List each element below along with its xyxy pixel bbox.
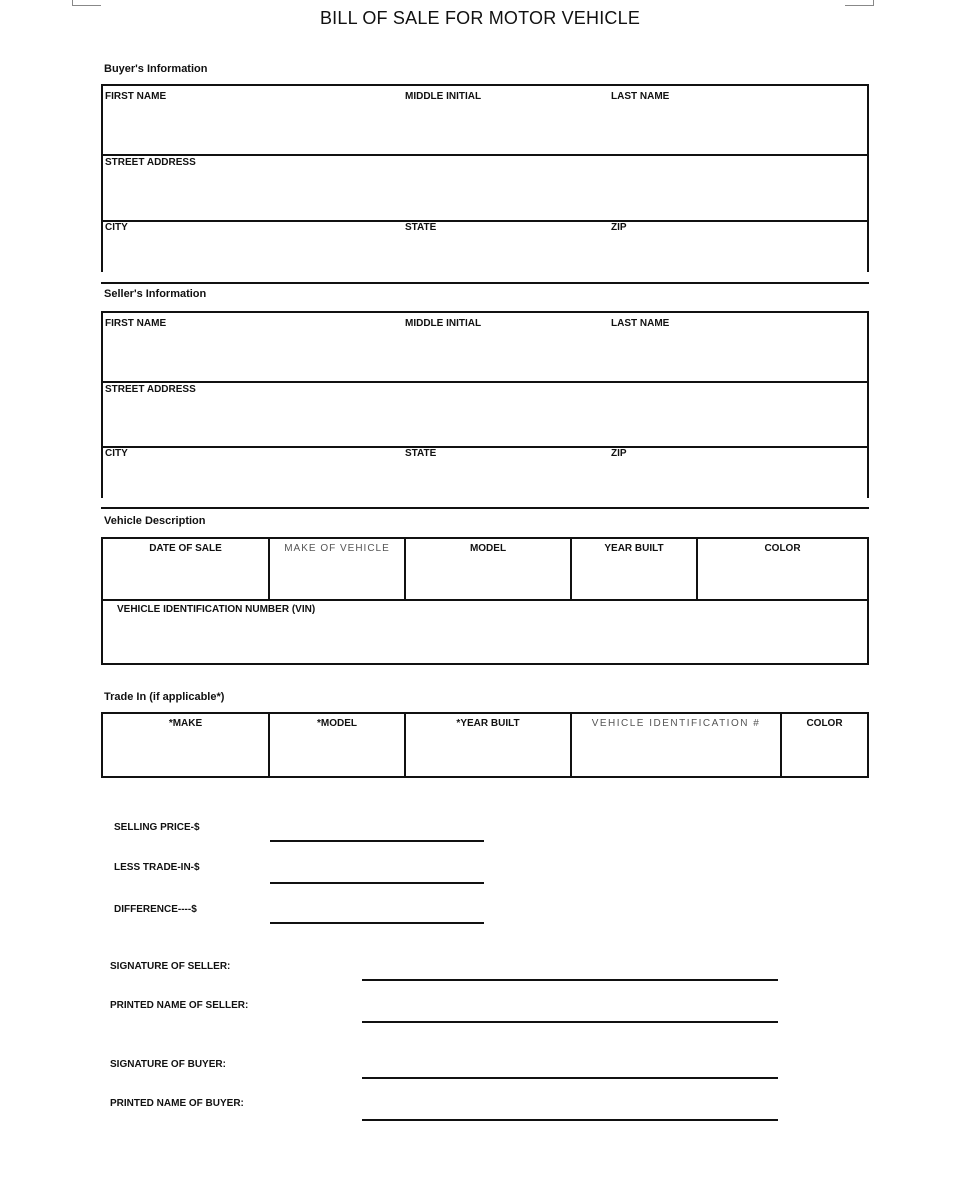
selling-price-label: SELLING PRICE-$ bbox=[114, 822, 200, 833]
seller-first-name-label: FIRST NAME bbox=[105, 318, 167, 329]
seller-section-divider bbox=[101, 507, 869, 509]
buyer-first-name-label: FIRST NAME bbox=[105, 91, 167, 102]
make-of-vehicle-label: MAKE OF VEHICLE bbox=[284, 543, 390, 554]
buyer-middle-initial-label: MIDDLE INITIAL bbox=[405, 91, 482, 102]
buyer-street-row[interactable] bbox=[101, 154, 869, 222]
buyer-last-name-label: LAST NAME bbox=[611, 91, 670, 102]
seller-last-name-label: LAST NAME bbox=[611, 318, 670, 329]
vehicle-model-cell[interactable] bbox=[406, 539, 572, 599]
seller-city-label: CITY bbox=[105, 448, 128, 459]
selling-price-line[interactable] bbox=[270, 840, 484, 842]
document-title: BILL OF SALE FOR MOTOR VEHICLE bbox=[319, 8, 641, 28]
model-label: MODEL bbox=[469, 543, 507, 554]
trade-in-vin-cell[interactable] bbox=[572, 714, 782, 776]
date-of-sale-label: DATE OF SALE bbox=[149, 543, 222, 554]
trade-in-year-built-cell[interactable] bbox=[406, 714, 572, 776]
trade-in-grid bbox=[101, 712, 869, 778]
buyer-printed-name-line[interactable] bbox=[362, 1119, 778, 1121]
buyer-signature-label: SIGNATURE OF BUYER: bbox=[110, 1059, 226, 1070]
trade-in-vin-label: VEHICLE IDENTIFICATION # bbox=[591, 718, 761, 729]
seller-signature-label: SIGNATURE OF SELLER: bbox=[110, 961, 231, 972]
buyer-city-label: CITY bbox=[105, 222, 128, 233]
buyer-zip-label: ZIP bbox=[611, 222, 627, 233]
difference-line[interactable] bbox=[270, 922, 484, 924]
buyer-section-label: Buyer's Information bbox=[104, 63, 208, 75]
trade-in-section-label: Trade In (if applicable*) bbox=[104, 691, 225, 703]
trade-in-color-cell[interactable] bbox=[782, 714, 867, 776]
vehicle-section-label: Vehicle Description bbox=[104, 515, 206, 527]
vehicle-vin-row[interactable] bbox=[101, 599, 869, 665]
trade-in-year-built-label: *YEAR BUILT bbox=[456, 718, 520, 729]
vehicle-make-cell[interactable] bbox=[270, 539, 406, 599]
color-label: COLOR bbox=[764, 543, 801, 554]
vehicle-color-cell[interactable] bbox=[698, 539, 867, 599]
trade-in-color-label: COLOR bbox=[806, 718, 843, 729]
trade-in-model-label: *MODEL bbox=[317, 718, 357, 729]
seller-section-label: Seller's Information bbox=[104, 288, 207, 300]
buyer-name-row[interactable] bbox=[101, 84, 869, 156]
buyer-section-divider bbox=[101, 282, 869, 284]
less-trade-in-label: LESS TRADE-IN-$ bbox=[114, 862, 200, 873]
vehicle-date-of-sale-cell[interactable] bbox=[103, 539, 270, 599]
trade-in-model-cell[interactable] bbox=[270, 714, 406, 776]
seller-state-label: STATE bbox=[405, 448, 437, 459]
buyer-printed-name-label: PRINTED NAME OF BUYER: bbox=[110, 1098, 244, 1109]
seller-street-label: STREET ADDRESS bbox=[105, 384, 196, 395]
vin-label: VEHICLE IDENTIFICATION NUMBER (VIN) bbox=[117, 604, 316, 615]
seller-city-row[interactable] bbox=[101, 446, 869, 498]
less-trade-in-line[interactable] bbox=[270, 882, 484, 884]
seller-printed-name-label: PRINTED NAME OF SELLER: bbox=[110, 1000, 249, 1011]
year-built-label: YEAR BUILT bbox=[604, 543, 664, 554]
buyer-city-row[interactable] bbox=[101, 220, 869, 272]
seller-street-row[interactable] bbox=[101, 381, 869, 448]
seller-zip-label: ZIP bbox=[611, 448, 627, 459]
seller-signature-line[interactable] bbox=[362, 979, 778, 981]
seller-middle-initial-label: MIDDLE INITIAL bbox=[405, 318, 482, 329]
seller-printed-name-line[interactable] bbox=[362, 1021, 778, 1023]
trade-in-make-cell[interactable] bbox=[103, 714, 270, 776]
difference-label: DIFFERENCE----$ bbox=[114, 904, 197, 915]
buyer-street-label: STREET ADDRESS bbox=[105, 157, 196, 168]
vehicle-description-grid bbox=[101, 537, 869, 601]
trade-in-make-label: *MAKE bbox=[168, 718, 203, 729]
page-corner-left bbox=[72, 0, 101, 6]
seller-name-row[interactable] bbox=[101, 311, 869, 383]
buyer-signature-line[interactable] bbox=[362, 1077, 778, 1079]
page-corner-right bbox=[845, 0, 874, 6]
vehicle-year-built-cell[interactable] bbox=[572, 539, 698, 599]
buyer-state-label: STATE bbox=[405, 222, 437, 233]
